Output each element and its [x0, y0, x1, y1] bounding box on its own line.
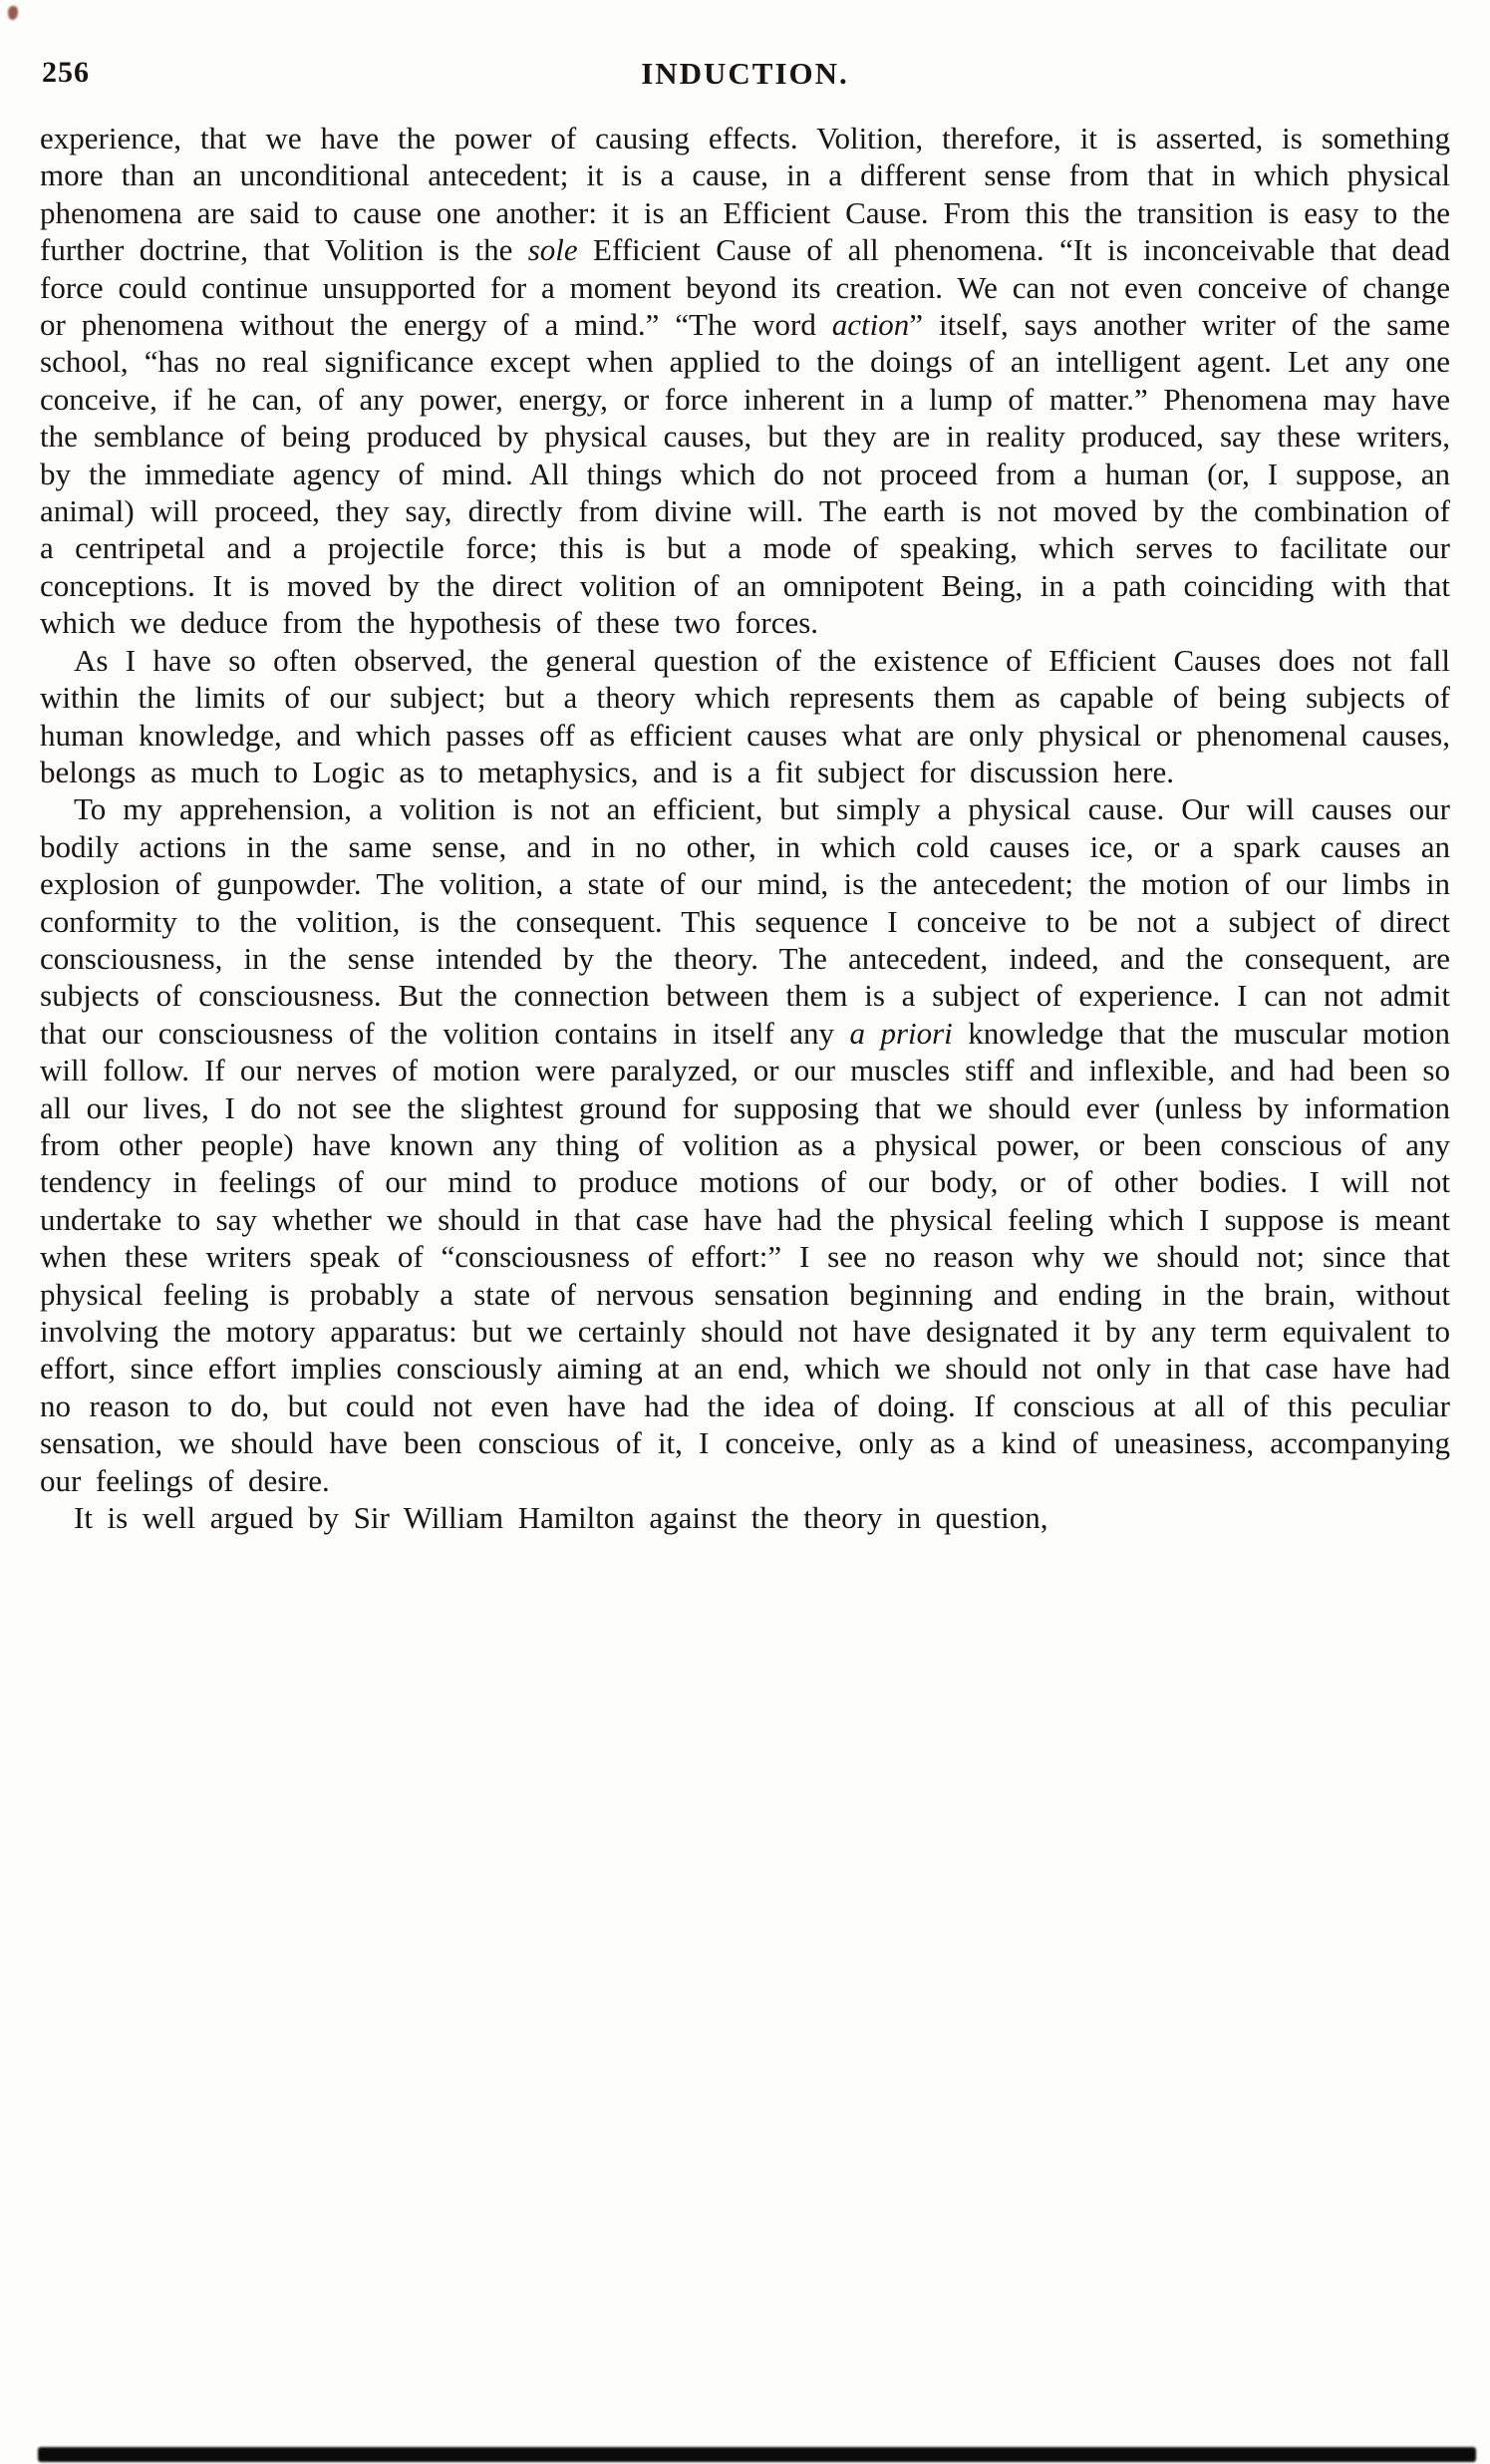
- text-run: ” itself, says another writer of the same school, “has no real significance except when applied to the doings of an intelligent agent. Let any one conceive, if he can, of any power, energy, or force inherent in a lump of matter.” Phenomena may have the semblance of being produced by physical causes, but they are in reality produced, say these writers, by the immediate agency of mind. All things which do not proceed from a human (or, I suppose, an animal) will proceed, they say, directly from divine will. The earth is not moved by the combination of a centripetal and a projectile force; this is but a mode of speaking, which serves to facilitate our conceptions. It is moved by the direct volition of an omnipotent Being, in a path coinciding with that which we deduce from the hypothesis of these two forces.: [40, 307, 1450, 641]
- text-run: knowledge that the muscular motion will follow. If our nerves of motion were paralyzed, or our muscles stiff and inflexible, and had been so all our lives, I do not see the slightest ground for supposing that we should ever (unless by information from other people) have known any thing of volition as a physical power, or been conscious of any tendency in feelings of our mind to produce motions of our body, or of other bodies. I will not undertake to say whether we should in that case have had the physical feeling which I suppose is meant when these writers speak of “consciousness of effort:” I see no reason why we should not; since that physical feeling is probably a state of nervous sensation beginning and ending in the brain, without involving the motory apparatus: but we certainly should not have designated it by any term equivalent to effort, since effort implies consciously aiming at an end, which we should not only in that case have had no reason to do, but could not even have had the idea of doing. If conscious at all of this peculiar sensation, we should have been conscious of it, I conceive, only as a kind of uneasiness, accompanying our feelings of desire.: [40, 1015, 1450, 1498]
- page-number: 256: [42, 56, 90, 89]
- text-run: Efficient Cause of all phenomena. “It is inconceivable that dead force could continue unsupported for a moment beyond its creation. We can not even conceive of change or phenomena without the energy of a mind.” “The word: [40, 232, 1450, 343]
- italic-text-run: action: [831, 307, 910, 343]
- text-run: To my apprehension, a volition is not an efficient, but simply a physical cause. Our will causes our bodily actions in the same sense, and in no other, in which cold causes ice, or a spark causes an explosion of gunpowder. The volition, a state of our mind, is the antecedent; the motion of our limbs in conformity to the volition, is the consequent. This sequence I conceive to be not a subject of direct consciousness, in the sense intended by the theory. The antecedent, indeed, and the consequent, are subjects of consciousness. But the connection between them is a subject of experience. I can not admit that our consciousness of the volition contains in itself any: [40, 791, 1450, 1051]
- text-run: It is well argued by Sir William Hamilton against the theory in question,: [74, 1500, 1048, 1536]
- paragraph: [40, 642, 1450, 791]
- text-run: experience, that we have the power of causing effects. Volition, therefore, it is asserted, is something more than an unconditional antecedent; it is a cause, in a different sense from that in which physical phenomena are said to cause one another: it is an Efficient Cause. From this the transition is easy to the further doctrine, that Volition is the: [40, 121, 1450, 268]
- italic-text-run: sole: [527, 232, 578, 268]
- paragraph: [40, 790, 1450, 1499]
- paragraph: [40, 1499, 1450, 1536]
- body-text: [40, 120, 1450, 1536]
- scan-corner-artifact: [8, 6, 18, 20]
- text-run: As I have so often observed, the general question of the existence of Efficient Causes does not fall within the limits of our subject; but a theory which represents them as capable of being subjects of human knowledge, and which passes off as efficient causes what are only physical or phenomenal causes, belongs as much to Logic as to metaphysics, and is a fit subject for discussion here.: [40, 642, 1450, 789]
- running-head: [40, 56, 1450, 96]
- page-header-title: INDUCTION.: [641, 56, 849, 91]
- italic-text-run: a priori: [849, 1015, 953, 1051]
- paragraph: [40, 120, 1450, 642]
- scan-edge-artifact: [38, 2447, 1476, 2462]
